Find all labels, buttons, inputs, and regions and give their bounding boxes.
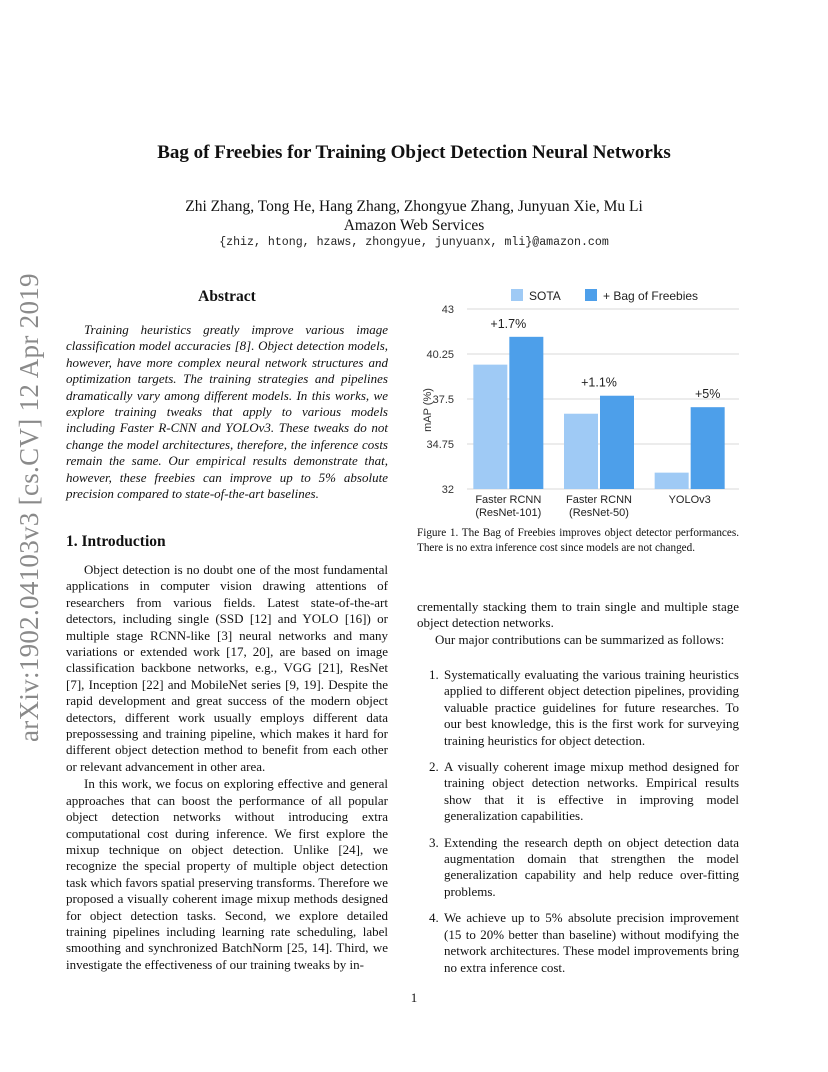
bar-annotation: +1.1% — [581, 375, 617, 390]
intro-body — [66, 562, 388, 973]
bar-sota — [473, 365, 507, 489]
legend-swatch — [585, 289, 597, 301]
abstract-heading: Abstract — [198, 288, 256, 305]
chart-bars — [473, 337, 724, 489]
author-block — [0, 197, 828, 235]
x-tick-label: (ResNet-101) — [475, 507, 542, 519]
y-tick-label: 40.25 — [426, 349, 454, 361]
contribution-item — [417, 835, 739, 901]
bar-bag-of-freebies — [691, 407, 725, 489]
contributions-list — [417, 667, 739, 986]
contribution-number: 1. — [429, 667, 439, 682]
abstract-text: Training heuristics greatly improve various image classification model accuracies [8]. Object detection models, however, have more complex neural network structures and optimization targets. The training strategies and pipelines dramatically vary among different models. In this works, we explore training tweaks that apply to various models including Faster R-CNN and YOLOv3. These tweaks do not change the model architectures, therefore, the inference costs remain the same. Our empirical results demonstrate that, however, these freebies can improve up to 5% absolute precision compared to state-of-the-art baselines. — [66, 322, 388, 502]
contribution-item — [417, 759, 739, 825]
x-tick-label: Faster RCNN — [565, 494, 633, 506]
figure-1-chart — [417, 282, 747, 522]
x-tick-labels — [475, 494, 710, 519]
y-tick-label: 34.75 — [426, 439, 454, 451]
legend-swatch — [511, 289, 523, 301]
figure-caption: Figure 1. The Bag of Freebies improves object detector performances. There is no extra inference cost since models are not changed. — [417, 527, 739, 554]
bar-sota — [655, 473, 689, 489]
bar-annotation: +5% — [694, 387, 721, 402]
author-emails: {zhiz, htong, hzaws, zhongyue, junyuanx, mli}@amazon.com — [219, 236, 609, 249]
arxiv-watermark: arXiv:1902.04103v3 [cs.CV] 12 Apr 2019 — [14, 273, 44, 742]
right-paragraph-1: crementally stacking them to train single and multiple stage object detection networks. — [417, 599, 739, 631]
right-column-text — [417, 599, 739, 648]
contribution-number: 4. — [429, 910, 439, 926]
x-tick-label: Faster RCNN — [475, 494, 542, 506]
contribution-item — [417, 667, 739, 749]
bar-annotation: +1.7% — [490, 316, 527, 331]
y-tick-label: 37.5 — [432, 394, 454, 406]
contribution-text: A visually coherent image mixup method designed for training object detection networks. Empirical results show that it is effective in improving model generalization capabilities. — [444, 759, 739, 824]
y-tick-label: 32 — [441, 484, 454, 496]
bar-bag-of-freebies — [509, 337, 543, 489]
contribution-number: 2. — [429, 759, 439, 775]
paper-title: Bag of Freebies for Training Object Detection Neural Networks — [157, 142, 671, 163]
y-axis-label: mAP (%) — [422, 388, 434, 432]
contribution-item — [417, 910, 739, 976]
bar-bag-of-freebies — [600, 396, 634, 489]
contribution-text: We achieve up to 5% absolute precision improvement (15 to 20% better than baseline) without modifying the network architectures. These model improvements bring no extra inference cost. — [444, 910, 739, 975]
chart-legend — [511, 289, 698, 303]
legend-label: SOTA — [529, 289, 561, 303]
contribution-text: Systematically evaluating the various training heuristics applied to different object detection pipelines, providing valuable practice guidelines for future researches. To our best knowledge, this is the first work for surveying training heuristics for object detection. — [444, 667, 739, 748]
y-tick-label: 43 — [441, 304, 454, 316]
page-number: 1 — [410, 990, 418, 1005]
contribution-text: Extending the research depth on object detection data augmentation domain that strengthen the model generalization capability and help reduce over-fitting problems. — [444, 834, 739, 899]
right-paragraph-2: Our major contributions can be summarized as follows: — [435, 631, 725, 647]
x-tick-label: (ResNet-50) — [569, 507, 629, 519]
intro-heading: 1. Introduction — [66, 533, 166, 550]
contribution-number: 3. — [429, 834, 439, 850]
x-tick-label: YOLOv3 — [668, 494, 711, 506]
intro-paragraph-1: Object detection is no doubt one of the most fundamental applications in computer vision drawing attentions of researchers from various fields. Latest state-of-the-art detectors, including single (SSD [12] and YOLO [16]) or multiple stage RCNN-like [3] neural networks and many variations or extended work [17, 20], are based on image classification backbone networks, e.g., VGG [21], ResNet [7], Inception [22] and MobileNet series [9, 19]. Despite the rapid development and great success of the modern object detectors, different work usually employs different data prepossessing and training pipeline, which makes it hard for different object detection method to benefit from each other or relevant advancement in other area. — [66, 562, 388, 774]
legend-label: + Bag of Freebies — [603, 289, 699, 303]
bar-sota — [564, 414, 598, 489]
affiliation: Amazon Web Services — [343, 217, 485, 234]
authors-line: Zhi Zhang, Tong He, Hang Zhang, Zhongyue Zhang, Junyuan Xie, Mu Li — [185, 198, 643, 215]
intro-paragraph-2: In this work, we focus on exploring effective and general approaches that can boost the performance of all popular object detection networks without introducing extra computational cost during inference. We first explore the mixup technique on object detection. Unlike [24], we recognize the special property of multiple object detection task which favors spatial preserving transforms. Therefore we proposed a visually coherent image mixup methods designed for object detection tasks. Second, we explore detailed training pipelines including learning rate scheduling, label smoothing and synchronized BatchNorm [25, 14]. Third, we investigate the effectiveness of our training tweaks by in- — [66, 776, 388, 972]
